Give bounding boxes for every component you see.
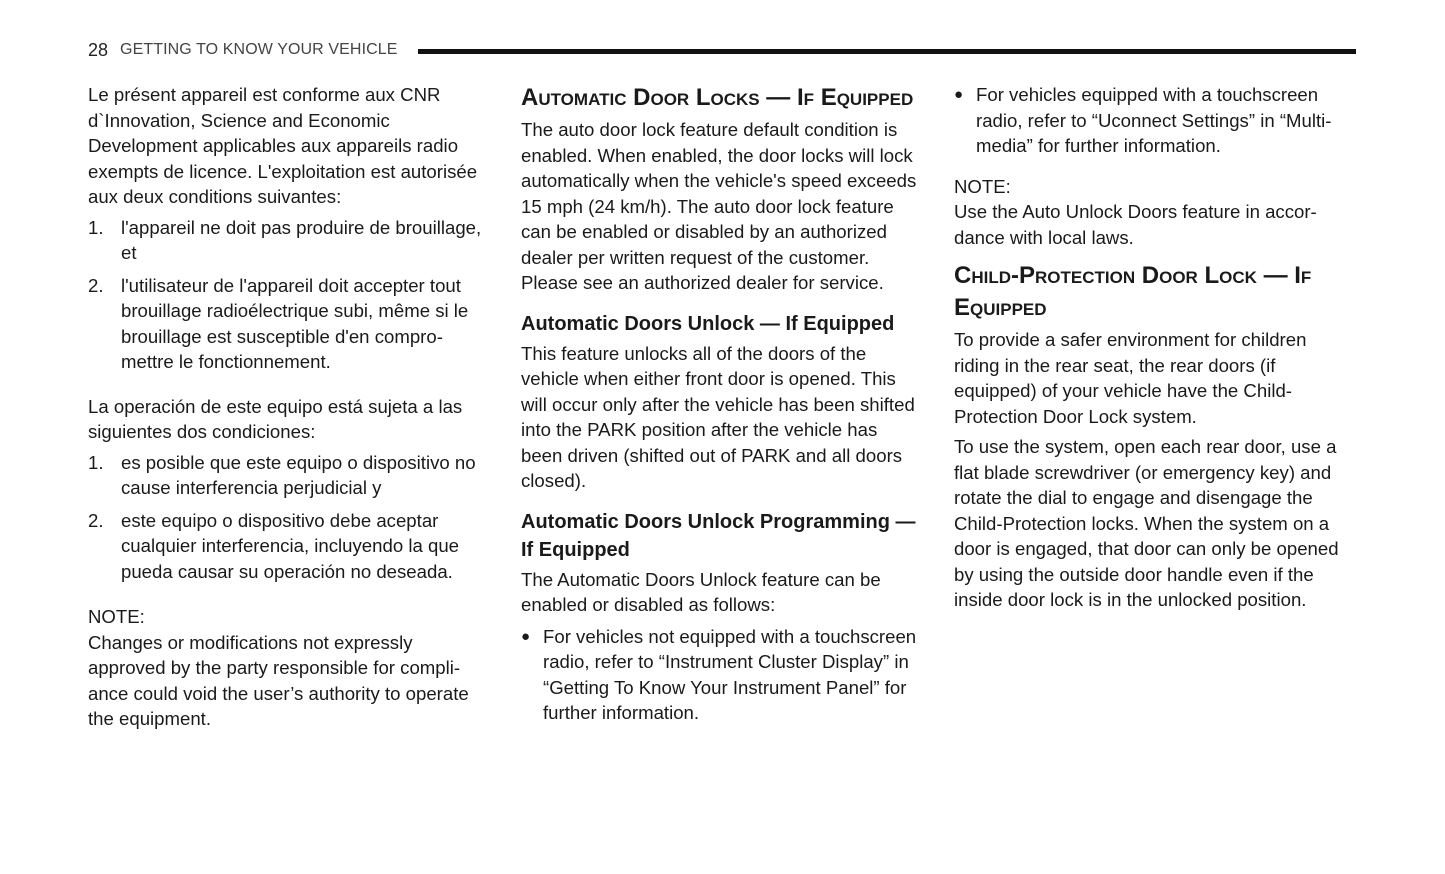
paragraph-child-protection-usage: To use the system, open each rear door, use a flat blade screwdriver (or emergency key) and rotate the dial to engage and disengage the Child-Protection locks. When the system on a door is engaged, that door can only be opened by using the outside door handle even if the inside door lock is in the unlocked position. [954,436,1339,610]
subheading-unlock-programming: Automatic Doors Unlock Programming — If Equipped [521,510,916,561]
bullet-list [954,82,1356,159]
note-label: NOTE: [88,606,145,627]
list-item [954,82,1356,159]
note-text: Use the Auto Unlock Doors feature in accor-dance with local laws. [954,201,1317,248]
bullet-icon: ● [954,86,964,103]
subheading-doors-unlock: Automatic Doors Unlock — If Equipped [521,312,895,335]
column-left [88,82,490,732]
heading-automatic-door-locks: Automatic Door Locks — If Equipped [521,84,914,111]
list-item-text: For vehicles equipped with a touchscreen radio, refer to “Uconnect Settings” in “Multi-media” for further information. [976,84,1332,156]
column-right [954,82,1356,613]
list-number: 1. [88,216,104,238]
list-item [88,508,490,585]
paragraph-unlock-programming: The Automatic Doors Unlock feature can be enabled or disabled as follows: [521,568,881,615]
page-header [88,38,1356,62]
list-item-text: For vehicles not equipped with a touchscreen radio, refer to “Instrument Cluster Display” in “Getting To Know Your Instrument Panel” for further information. [543,625,917,723]
list-item-text: l'utilisateur de l'appareil doit accepter tout brouillage radioélectrique subi, même si le brouillage est susceptible d'en compro-mettre le fonctionnement. [121,274,469,372]
list-item [88,450,490,501]
paragraph-intro-es: La operación de este equipo está sujeta a las siguientes dos condiciones: [88,395,463,442]
numbered-list-fr [88,215,490,375]
list-item-text: l'appareil ne doit pas produire de brouillage, et [121,216,482,263]
header-rule [418,49,1356,54]
section-title: GETTING TO KNOW YOUR VEHICLE [120,41,398,58]
list-number: 1. [88,451,104,473]
paragraph-intro-fr: Le présent appareil est conforme aux CNR d`Innovation, Science and Economic Development applicables aux appareils radio exempts de licence. L'exploitation est autorisée aux deux conditions suivantes: [88,84,478,207]
page-number: 28 [88,39,109,60]
paragraph-doors-unlock: This feature unlocks all of the doors of the vehicle when either front door is opened. This will occur only after the vehicle has been shifted into the PARK position after the vehicle has been driven (shifted out of PARK and all doors closed). [521,342,915,491]
list-number: 2. [88,509,104,531]
list-item [88,273,490,375]
bullet-list [521,624,923,726]
heading-child-protection: Child-Protection Door Lock — If Equipped [954,262,1312,321]
list-item-text: este equipo o dispositivo debe aceptar cualquier interferencia, incluyendo la que pueda causar su operación no deseada. [121,509,460,582]
note-label: NOTE: [954,175,1011,197]
list-item [88,215,490,266]
numbered-list-es [88,450,490,585]
list-item-text: es posible que este equipo o dispositivo no cause interferencia perjudicial y [121,451,476,498]
list-number: 2. [88,274,104,296]
bullet-icon: ● [521,627,531,645]
paragraph-auto-lock: The auto door lock feature default condition is enabled. When enabled, the door locks will lock automatically when the vehicle's speed exceeds 15 mph (24 km/h). The auto door lock feature can be enabled or disabled by an authorized dealer per written request of the customer. Please see an authorized dealer for service. [521,119,917,293]
list-item [521,624,923,726]
column-middle [521,82,923,726]
note-text: Changes or modifications not expressly approved by the party responsible for compli-ance could void the user’s authority to operate the equipment. [88,631,469,729]
paragraph-child-protection: To provide a safer environment for children riding in the rear seat, the rear doors (if equipped) of your vehicle have the Child-Protection Door Lock system. [954,329,1307,427]
